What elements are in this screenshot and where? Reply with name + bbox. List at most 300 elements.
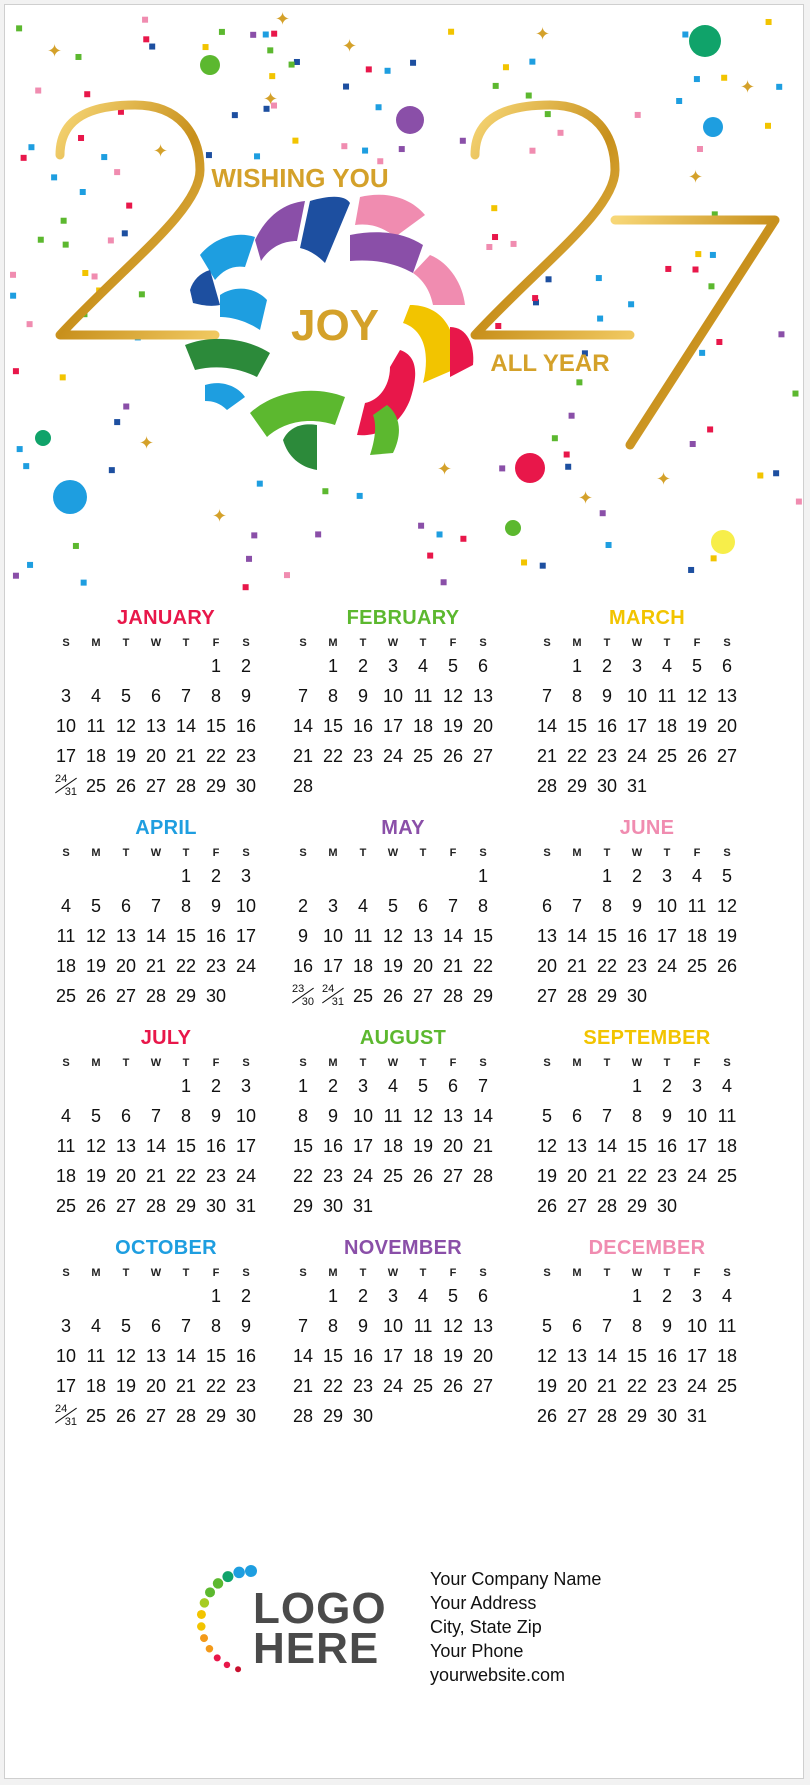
weekday-label: F (693, 847, 701, 859)
confetti-piece (126, 203, 132, 209)
day-number: 25 (716, 1376, 738, 1396)
day-number: 26 (115, 1406, 137, 1426)
day-number: 19 (442, 716, 464, 736)
confetti-piece (564, 452, 570, 458)
confetti-piece (92, 273, 98, 279)
weekday-label: S (479, 1057, 487, 1069)
confetti-piece (251, 532, 257, 538)
day-number: 14 (536, 716, 558, 736)
day-number: 21 (596, 1166, 618, 1186)
day-number: 12 (382, 926, 404, 946)
empty-day (592, 1281, 622, 1311)
confetti-piece (28, 144, 34, 150)
confetti-piece (499, 465, 505, 471)
day-number: 28 (145, 986, 167, 1006)
day-number: 6 (417, 896, 428, 916)
day-number: 1 (631, 1286, 642, 1306)
split-day (51, 771, 81, 801)
sparkle-icon: ✦ (437, 459, 453, 479)
weekday-label: M (91, 1057, 101, 1069)
confetti-piece (143, 36, 149, 42)
month-july (51, 1025, 281, 1221)
weekday-label: W (150, 637, 162, 649)
day-number: 11 (383, 1106, 403, 1126)
day-number: 16 (656, 1346, 678, 1366)
day-number: 19 (85, 1166, 107, 1186)
day-number: 15 (626, 1346, 648, 1366)
empty-day (592, 1071, 622, 1101)
day-number: 25 (686, 956, 708, 976)
day-number: 24 (382, 1376, 404, 1396)
day-number: 9 (297, 926, 308, 946)
confetti-piece (385, 68, 391, 74)
day-number: 10 (382, 1316, 404, 1336)
confetti-piece (545, 111, 551, 117)
day-number: 9 (210, 1106, 221, 1126)
day-number: 9 (631, 896, 642, 916)
day-number: 29 (566, 776, 588, 796)
day-number: 25 (656, 746, 678, 766)
day-number: 6 (571, 1316, 582, 1336)
day-number: 4 (691, 866, 702, 886)
day-number: 23 (352, 746, 374, 766)
day-number: 17 (626, 716, 648, 736)
day-number: 6 (150, 1316, 161, 1336)
confetti-piece (495, 323, 501, 329)
confetti-piece (289, 62, 295, 68)
sparkle-icon: ✦ (342, 36, 358, 56)
day-number: 16 (656, 1136, 678, 1156)
day-number: 15 (322, 1346, 344, 1366)
day-number: 15 (596, 926, 618, 946)
day-number: 26 (382, 986, 404, 1006)
day-number: 8 (601, 896, 612, 916)
weekday-label: W (387, 1057, 399, 1069)
empty-day (51, 1071, 81, 1101)
confetti-piece (78, 135, 84, 141)
day-number: 8 (327, 1316, 338, 1336)
logo-dot (200, 1634, 208, 1642)
days-grid (288, 861, 518, 1011)
weekday-label: S (299, 1057, 307, 1069)
sparkle-icon: ✦ (688, 167, 704, 187)
confetti-piece (73, 543, 79, 549)
day-number: 4 (721, 1076, 732, 1096)
confetti-piece (418, 523, 424, 529)
day-number: 19 (115, 1376, 137, 1396)
weekday-label: W (387, 637, 399, 649)
day-number: 11 (56, 926, 76, 946)
confetti-piece (692, 267, 698, 273)
empty-day (81, 1071, 111, 1101)
company-line: yourwebsite.com (430, 1665, 566, 1685)
day-number: 24 (626, 746, 648, 766)
day-number: 12 (85, 926, 107, 946)
weekday-label: S (543, 1057, 551, 1069)
day-number: 18 (656, 716, 678, 736)
day-number: 26 (442, 1376, 464, 1396)
day-number: 21 (175, 746, 197, 766)
day-number: 22 (205, 1376, 227, 1396)
month-may (288, 815, 518, 1011)
confetti-piece (80, 189, 86, 195)
day-number: 28 (596, 1196, 618, 1216)
day-number: 18 (716, 1136, 738, 1156)
day-number: 18 (412, 1346, 434, 1366)
day-number: 31 (352, 1196, 374, 1216)
day-number: 14 (472, 1106, 494, 1126)
weekday-label: S (62, 847, 70, 859)
day-number: 21 (292, 1376, 314, 1396)
weekday-label: W (631, 1057, 643, 1069)
confetti-piece (532, 295, 538, 301)
weekday-label: T (419, 637, 427, 649)
split-day-top: 24 (55, 773, 68, 785)
weekday-label: T (419, 1267, 427, 1279)
day-number: 18 (85, 1376, 107, 1396)
month-title: MAY (381, 817, 425, 839)
day-number: 2 (357, 656, 368, 676)
split-day-wrap (288, 984, 318, 1008)
day-number: 21 (596, 1376, 618, 1396)
day-number: 26 (442, 746, 464, 766)
day-number: 2 (631, 866, 642, 886)
split-day-wrap (51, 1404, 81, 1428)
day-number: 18 (686, 926, 708, 946)
confetti-piece (142, 17, 148, 23)
month-title: AUGUST (359, 1027, 447, 1049)
month-title: FEBRUARY (346, 607, 460, 629)
day-number: 22 (626, 1376, 648, 1396)
weekday-label: F (449, 847, 457, 859)
month-title: JUNE (619, 817, 675, 839)
day-number: 20 (145, 1376, 167, 1396)
confetti-piece (448, 29, 454, 35)
sparkle-icon: ✦ (212, 506, 228, 526)
month-march (532, 605, 762, 801)
weekday-label: T (359, 847, 367, 859)
day-number: 14 (175, 1346, 197, 1366)
day-number: 27 (472, 746, 494, 766)
empty-day (562, 1071, 592, 1101)
day-number: 25 (352, 986, 374, 1006)
weekday-label: F (212, 637, 220, 649)
day-number: 10 (235, 896, 257, 916)
day-number: 10 (235, 1106, 257, 1126)
day-number: 26 (536, 1196, 558, 1216)
confetti-dot (515, 453, 545, 483)
sparkle-icon: ✦ (535, 24, 551, 44)
day-number: 17 (55, 746, 77, 766)
day-number: 21 (442, 956, 464, 976)
month-title: JANUARY (116, 607, 216, 629)
day-number: 4 (90, 1316, 101, 1336)
day-number: 31 (686, 1406, 708, 1426)
day-number: 30 (596, 776, 618, 796)
confetti-piece (796, 499, 802, 505)
weekday-label: F (449, 637, 457, 649)
empty-day (51, 1281, 81, 1311)
day-number: 12 (115, 1346, 137, 1366)
day-number: 5 (541, 1106, 552, 1126)
company-info (430, 1567, 601, 1687)
day-number: 5 (120, 686, 131, 706)
confetti-piece (362, 148, 368, 154)
month-september (532, 1025, 762, 1221)
day-number: 23 (235, 746, 257, 766)
day-number: 25 (412, 1376, 434, 1396)
confetti-piece (766, 19, 772, 25)
weekday-label: W (631, 637, 643, 649)
weekday-label: T (603, 847, 611, 859)
confetti-piece (776, 84, 782, 90)
weekday-label: S (242, 637, 250, 649)
day-number: 6 (150, 686, 161, 706)
confetti-piece (521, 559, 527, 565)
day-number: 6 (571, 1106, 582, 1126)
day-number: 12 (442, 686, 464, 706)
day-number: 15 (205, 716, 227, 736)
confetti-piece (123, 404, 129, 410)
confetti-piece (267, 47, 273, 53)
weekday-label: T (182, 1057, 190, 1069)
logo-placeholder (193, 1559, 403, 1679)
day-number: 17 (382, 716, 404, 736)
day-number: 13 (442, 1106, 464, 1126)
confetti-piece (708, 283, 714, 289)
day-number: 13 (566, 1136, 588, 1156)
day-number: 11 (717, 1106, 737, 1126)
day-number: 9 (357, 1316, 368, 1336)
days-grid (532, 1281, 762, 1431)
day-number: 13 (412, 926, 434, 946)
confetti-piece (254, 153, 260, 159)
day-number: 28 (472, 1166, 494, 1186)
day-number: 16 (205, 926, 227, 946)
joy-text: JOY (290, 301, 380, 350)
day-number: 30 (626, 986, 648, 1006)
day-number: 25 (382, 1166, 404, 1186)
confetti-piece (565, 464, 571, 470)
weekday-label: M (572, 637, 582, 649)
day-number: 29 (472, 986, 494, 1006)
logo-dot (224, 1662, 231, 1669)
day-number: 30 (656, 1196, 678, 1216)
confetti-piece (540, 563, 546, 569)
day-number: 12 (686, 686, 708, 706)
confetti-piece (606, 542, 612, 548)
day-number: 19 (686, 716, 708, 736)
day-number: 13 (145, 1346, 167, 1366)
confetti-piece (366, 66, 372, 72)
confetti-piece (492, 234, 498, 240)
footer (5, 1545, 804, 1775)
day-number: 2 (240, 656, 251, 676)
weekday-label: T (182, 1267, 190, 1279)
day-number: 14 (442, 926, 464, 946)
logo-dot (206, 1645, 214, 1653)
days-grid (288, 651, 518, 801)
day-number: 10 (352, 1106, 374, 1126)
day-number: 27 (115, 1196, 137, 1216)
day-number: 27 (412, 986, 434, 1006)
days-grid (51, 861, 281, 1011)
day-number: 4 (357, 896, 368, 916)
empty-day (141, 1071, 171, 1101)
confetti-piece (10, 293, 16, 299)
day-number: 21 (536, 746, 558, 766)
day-number: 28 (566, 986, 588, 1006)
day-number: 7 (180, 686, 191, 706)
confetti-piece (51, 174, 57, 180)
empty-day (532, 861, 562, 891)
day-number: 27 (716, 746, 738, 766)
confetti-piece (82, 270, 88, 276)
day-number: 12 (716, 896, 738, 916)
day-number: 23 (322, 1166, 344, 1186)
day-number: 11 (86, 1346, 106, 1366)
weekday-label: M (572, 1057, 582, 1069)
empty-day (81, 861, 111, 891)
day-number: 24 (382, 746, 404, 766)
day-number: 18 (716, 1346, 738, 1366)
day-number: 5 (447, 656, 458, 676)
month-february (288, 605, 518, 801)
day-number: 25 (412, 746, 434, 766)
day-number: 14 (596, 1346, 618, 1366)
confetti-piece (711, 555, 717, 561)
day-number: 16 (292, 956, 314, 976)
logo-dot (214, 1654, 221, 1661)
day-number: 1 (327, 1286, 338, 1306)
day-number: 27 (145, 776, 167, 796)
day-number: 6 (721, 656, 732, 676)
weekday-label: F (693, 1057, 701, 1069)
day-number: 9 (601, 686, 612, 706)
day-number: 31 (235, 1196, 257, 1216)
day-number: 26 (85, 986, 107, 1006)
weekday-label: F (693, 637, 701, 649)
day-number: 8 (327, 686, 338, 706)
day-number: 29 (596, 986, 618, 1006)
logo-line-1: LOGO (253, 1584, 387, 1633)
weekday-label: M (328, 1057, 338, 1069)
split-day-bottom: 30 (301, 996, 314, 1008)
confetti-piece (23, 463, 29, 469)
empty-day (532, 1071, 562, 1101)
day-number: 23 (205, 956, 227, 976)
split-day-top: 23 (292, 983, 305, 995)
day-number: 4 (60, 1106, 71, 1126)
calendar-card (4, 4, 804, 1779)
day-number: 24 (656, 956, 678, 976)
day-number: 28 (536, 776, 558, 796)
day-number: 22 (175, 1166, 197, 1186)
day-number: 4 (721, 1286, 732, 1306)
day-number: 8 (631, 1316, 642, 1336)
split-day (51, 1401, 81, 1431)
day-number: 12 (536, 1346, 558, 1366)
day-number: 27 (472, 1376, 494, 1396)
day-number: 21 (292, 746, 314, 766)
month-title: SEPTEMBER (583, 1027, 711, 1049)
confetti-piece (322, 488, 328, 494)
day-number: 8 (210, 1316, 221, 1336)
day-number: 3 (631, 656, 642, 676)
day-number: 28 (145, 1196, 167, 1216)
confetti-piece (250, 32, 256, 38)
day-number: 11 (413, 686, 433, 706)
weekday-label: W (150, 1267, 162, 1279)
confetti-piece (635, 112, 641, 118)
confetti-piece (315, 531, 321, 537)
day-number: 29 (175, 1196, 197, 1216)
empty-day (141, 1281, 171, 1311)
day-number: 27 (566, 1406, 588, 1426)
confetti-piece (529, 148, 535, 154)
confetti-piece (773, 470, 779, 476)
day-number: 29 (205, 776, 227, 796)
empty-day (171, 651, 201, 681)
weekday-label: T (359, 1057, 367, 1069)
day-number: 27 (115, 986, 137, 1006)
day-number: 13 (472, 1316, 494, 1336)
day-number: 17 (686, 1136, 708, 1156)
day-number: 24 (235, 1166, 257, 1186)
confetti-piece (17, 446, 23, 452)
day-number: 18 (352, 956, 374, 976)
split-day (318, 981, 348, 1011)
weekday-label: S (543, 1267, 551, 1279)
weekday-header (532, 635, 762, 651)
weekday-label: T (122, 637, 130, 649)
day-number: 20 (536, 956, 558, 976)
day-number: 31 (626, 776, 648, 796)
confetti-dot (689, 25, 721, 57)
day-number: 15 (175, 1136, 197, 1156)
days-grid (288, 1071, 518, 1221)
weekday-label: T (182, 637, 190, 649)
confetti-piece (757, 472, 763, 478)
split-day-wrap (51, 774, 81, 798)
empty-day (288, 861, 318, 891)
month-title: NOVEMBER (344, 1237, 462, 1259)
day-number: 1 (210, 1286, 221, 1306)
logo-dot (197, 1622, 206, 1631)
day-number: 27 (145, 1406, 167, 1426)
day-number: 29 (292, 1196, 314, 1216)
weekday-header (288, 845, 518, 861)
day-number: 17 (352, 1136, 374, 1156)
day-number: 7 (541, 686, 552, 706)
confetti-piece (243, 584, 249, 590)
day-number: 1 (180, 866, 191, 886)
confetti-piece (792, 391, 798, 397)
weekday-label: S (479, 847, 487, 859)
day-number: 5 (90, 896, 101, 916)
month-january (51, 605, 281, 801)
day-number: 15 (175, 926, 197, 946)
weekday-label: S (723, 637, 731, 649)
day-number: 5 (541, 1316, 552, 1336)
days-grid (288, 1281, 518, 1431)
confetti-piece (511, 241, 517, 247)
day-number: 3 (661, 866, 672, 886)
confetti-piece (284, 572, 290, 578)
confetti-piece (114, 169, 120, 175)
logo-dot (222, 1571, 233, 1582)
day-number: 2 (210, 866, 221, 886)
